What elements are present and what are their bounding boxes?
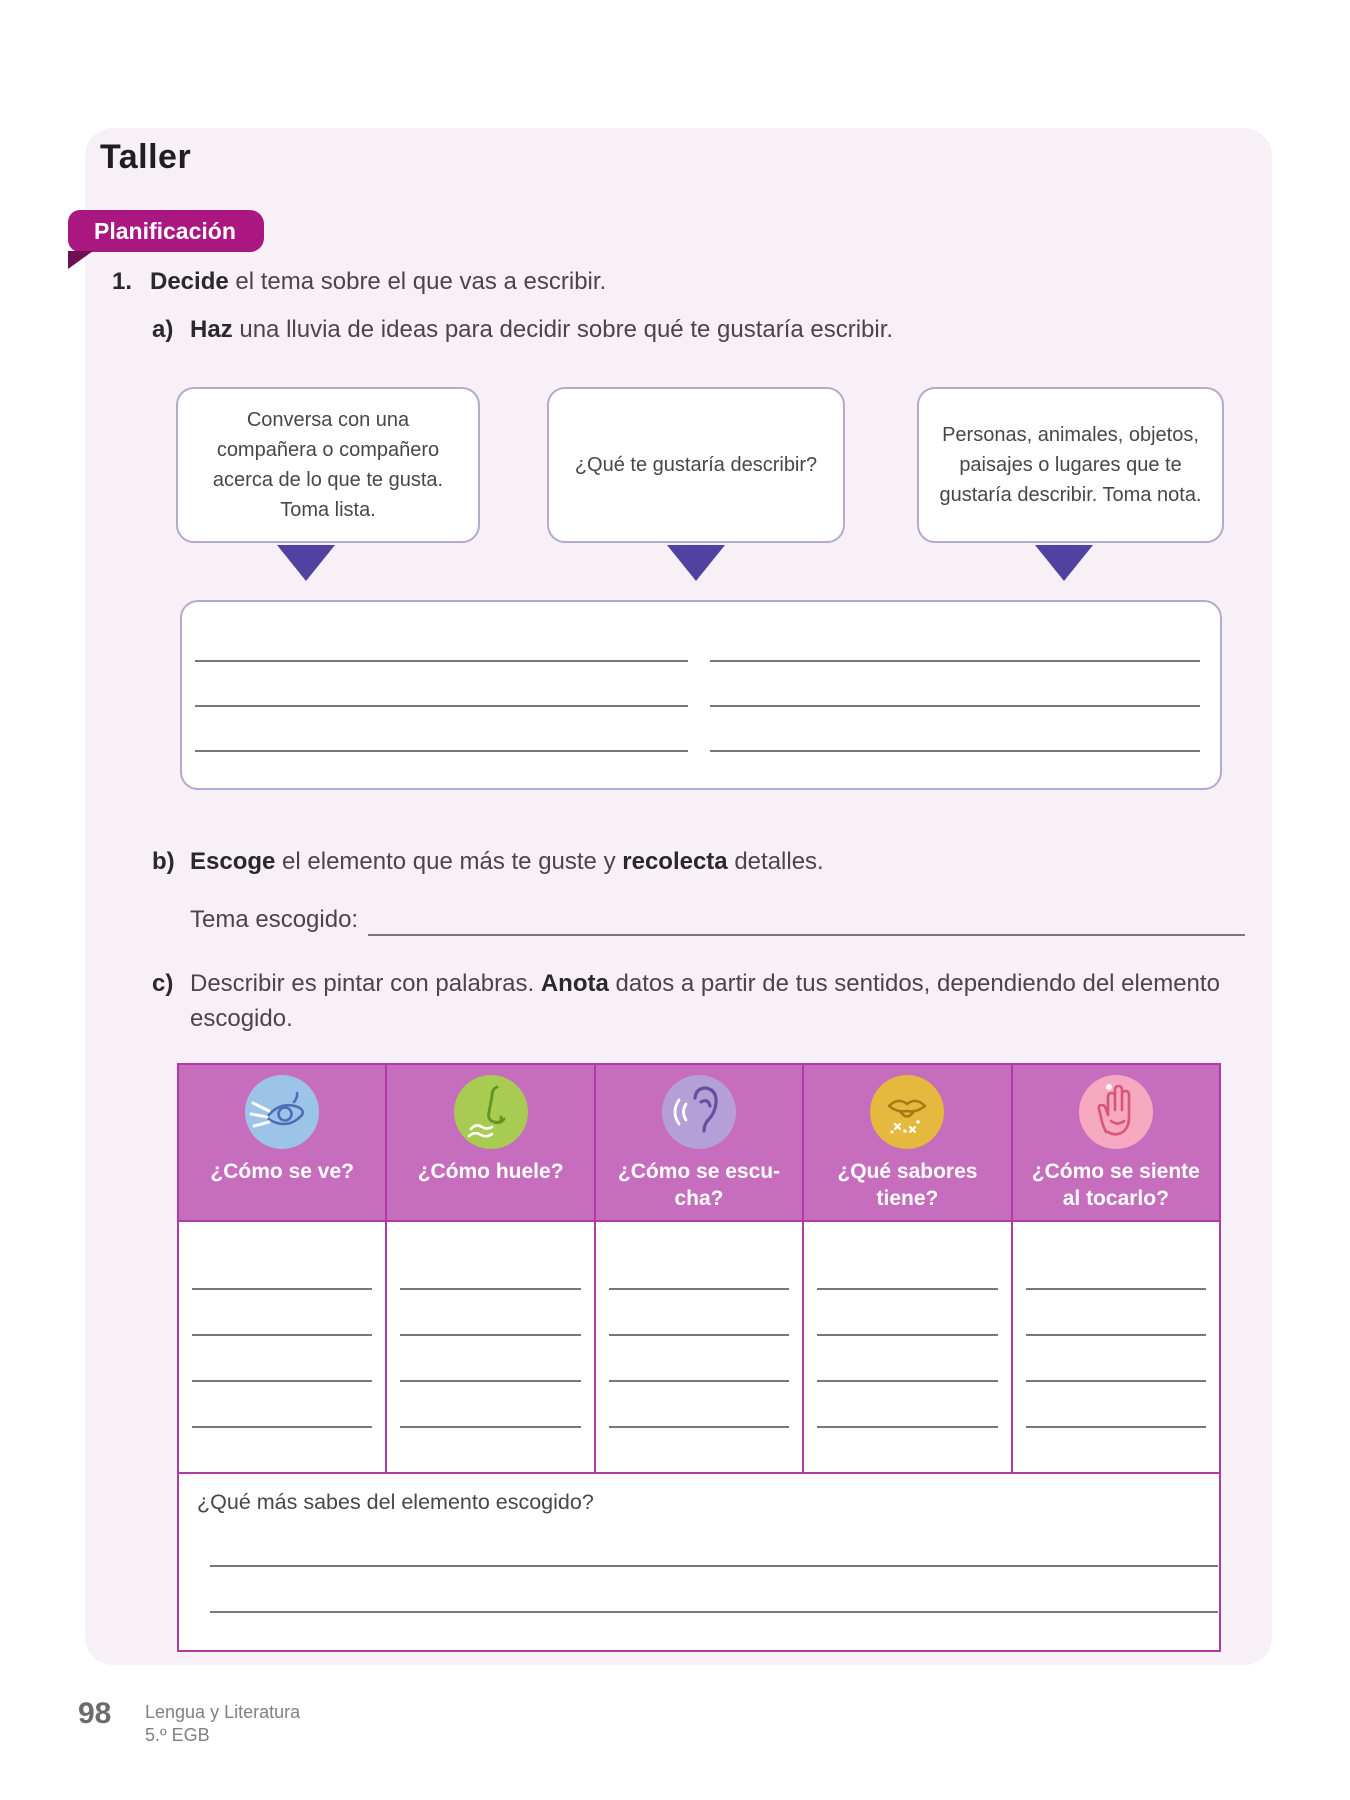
- footer-subject: [145, 1701, 300, 1747]
- writing-line: [210, 1611, 1218, 1613]
- header-cell-hearing: [596, 1065, 804, 1220]
- extra-question-text: ¿Qué más sabes del elemento escogido?: [197, 1490, 594, 1514]
- writing-line: [609, 1426, 789, 1428]
- idea-bubble-1-text: Conversa con una compañera o compañero acerca de lo que te gusta. Toma lista.: [212, 409, 444, 521]
- step-a-letter: a): [152, 316, 174, 343]
- brainstorm-lines-left: [195, 600, 688, 790]
- writing-line: [400, 1334, 580, 1336]
- brainstorm-lines-right: [710, 600, 1200, 790]
- idea-bubble-3: [917, 387, 1224, 543]
- extra-question-row: [179, 1472, 1219, 1650]
- writing-line: [192, 1334, 372, 1336]
- header-label: ¿Cómo se ve?: [210, 1160, 354, 1183]
- step-a-text: Haz una lluvia de ideas para decidir sobre qué te gustaría escribir.: [190, 316, 894, 343]
- writing-line: [710, 705, 1200, 707]
- down-arrow-icon: [277, 545, 335, 581]
- writing-line: [192, 1380, 372, 1382]
- writing-line: [195, 750, 688, 752]
- writing-line: [210, 1565, 1218, 1567]
- tema-escogido-row: [190, 906, 1245, 936]
- writing-line: [192, 1288, 372, 1290]
- senses-table-body: [179, 1220, 1219, 1472]
- writing-line: [400, 1426, 580, 1428]
- idea-bubble-1: [176, 387, 480, 543]
- header-label: ¿Cómo huele?: [417, 1160, 564, 1183]
- mouth-icon: [870, 1075, 944, 1149]
- answer-cell-smell: [387, 1222, 595, 1472]
- step-1-number: 1.: [112, 268, 133, 295]
- writing-line: [710, 750, 1200, 752]
- section-badge-label: Planificación: [94, 217, 236, 244]
- tema-escogido-label: Tema escogido:: [190, 906, 359, 933]
- badge-fold-triangle: [68, 251, 93, 269]
- header-label: ¿Qué sabores tiene?: [837, 1160, 978, 1210]
- ear-icon: [662, 1075, 736, 1149]
- writing-line: [817, 1380, 997, 1382]
- step-c: [152, 966, 1232, 1036]
- header-cell-touch: [1013, 1065, 1219, 1220]
- step-1: [112, 268, 1212, 296]
- writing-line: [609, 1288, 789, 1290]
- step-a: [152, 316, 1232, 344]
- answer-cell-sight: [179, 1222, 387, 1472]
- senses-table-header: [179, 1065, 1219, 1220]
- step-c-letter: c): [152, 970, 174, 997]
- step-b: [152, 848, 1232, 876]
- header-cell-smell: [387, 1065, 595, 1220]
- step-b-letter: b): [152, 848, 175, 875]
- senses-table: [177, 1063, 1221, 1652]
- writing-line: [195, 660, 688, 662]
- footer-grade: 5.º EGB: [145, 1725, 210, 1745]
- footer-subject-name: Lengua y Literatura: [145, 1702, 301, 1722]
- page-number: 98: [78, 1697, 112, 1730]
- writing-line: [817, 1288, 997, 1290]
- writing-line: [817, 1334, 997, 1336]
- writing-line: [1026, 1288, 1206, 1290]
- idea-bubble-2-text: ¿Qué te gustaría describir?: [574, 454, 818, 476]
- writing-line: [817, 1426, 997, 1428]
- answer-cell-taste: [804, 1222, 1012, 1472]
- page-title: Taller: [100, 138, 192, 176]
- idea-bubble-3-text: Personas, animales, objetos, paisajes o lugares que te gustaría describir. Toma nota.: [939, 424, 1202, 506]
- writing-line: [609, 1334, 789, 1336]
- header-label: ¿Cómo se escu- cha?: [617, 1160, 781, 1210]
- writing-line: [1026, 1426, 1206, 1428]
- writing-line: [609, 1380, 789, 1382]
- writing-line: [192, 1426, 372, 1428]
- step-b-text: Escoge el elemento que más te guste y recolecta detalles.: [190, 848, 824, 875]
- header-cell-sight: [179, 1065, 387, 1220]
- tema-escogido-writing-line: [368, 906, 1245, 936]
- header-label: ¿Cómo se siente al tocarlo?: [1031, 1160, 1200, 1210]
- step-c-text: Describir es pintar con palabras. Anota datos a partir de tus sentidos, dependiendo del elemento escogido.: [190, 970, 1220, 1032]
- writing-line: [195, 705, 688, 707]
- section-badge: [68, 210, 264, 252]
- step-1-text: Decide el tema sobre el que vas a escribir.: [150, 268, 607, 295]
- down-arrow-icon: [667, 545, 725, 581]
- header-cell-taste: [804, 1065, 1012, 1220]
- writing-line: [710, 660, 1200, 662]
- writing-line: [1026, 1334, 1206, 1336]
- nose-icon: [454, 1075, 528, 1149]
- down-arrow-icon: [1035, 545, 1093, 581]
- idea-bubble-2: [547, 387, 845, 543]
- hand-icon: [1079, 1075, 1153, 1149]
- writing-line: [1026, 1380, 1206, 1382]
- answer-cell-touch: [1013, 1222, 1219, 1472]
- writing-line: [400, 1288, 580, 1290]
- answer-cell-hearing: [596, 1222, 804, 1472]
- writing-line: [400, 1380, 580, 1382]
- eye-icon: [245, 1075, 319, 1149]
